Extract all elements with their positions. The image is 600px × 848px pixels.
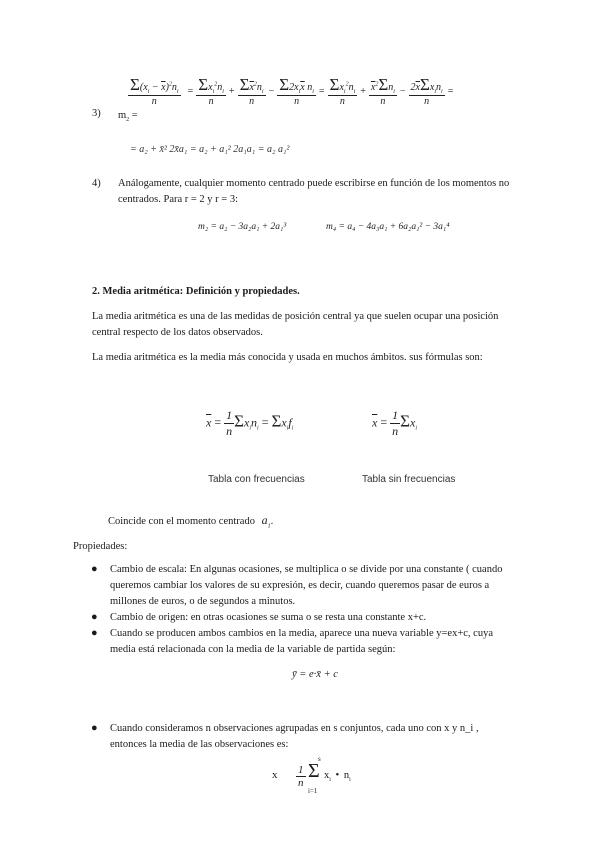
a1-subscript: 1 (267, 523, 271, 530)
propiedades-text: Propiedades: (73, 541, 128, 552)
grouped-factor-sub: i (349, 777, 351, 784)
item3-number: 3) (92, 108, 101, 119)
section-heading-text: 2. Media aritmética: Definición y propiedades. (92, 286, 300, 297)
grouped-body-sub: i (329, 777, 331, 784)
mean-without-frequencies-formula: $\overline{x}$ = $\frac{1}{n}$ $\Sigma x_i$ (372, 408, 418, 438)
m2-subscript: 2 (126, 117, 130, 124)
caption-right-text: Tabla sin frecuencias (362, 474, 456, 485)
bullet1-text-3: millones de euros, o de segundos a minutos. (110, 596, 296, 607)
one-over-n-b (390, 408, 400, 439)
frac-term-1-den: n (151, 96, 157, 107)
m2-symbol (118, 110, 138, 123)
bullet1-line1 (110, 564, 502, 575)
frac-term-7 (409, 76, 445, 107)
bullet4-line2 (110, 739, 288, 750)
frac-term-6-num: $\overline{x}^2\Sigma n_i$ (370, 75, 395, 95)
item4-text-2: centrados. Para r = 2 y r = 3: (118, 194, 239, 205)
bullet3-text-2: media está relacionada con la media de la variable de partida según: (110, 644, 396, 655)
para1-line1 (92, 311, 498, 322)
frac-term-6 (369, 76, 397, 107)
a1-letter: a (261, 513, 268, 527)
grouped-lhs-x: x (272, 769, 278, 781)
op-eq-3: = (447, 85, 454, 97)
bullet3-text-1: Cuando se producen ambos cambios en la media, aparece una nueva variable y=ex+c, cuya (110, 628, 493, 639)
grouped-frac-den: n (298, 777, 304, 789)
grouped-mean-sum-bottom (308, 787, 317, 795)
bullet3-line1 (110, 628, 493, 639)
one-b: 1 (392, 408, 399, 422)
bullet4-line1 (110, 723, 479, 734)
coincide-line (108, 513, 273, 529)
bullet-dot-2: ● (91, 611, 98, 623)
frac-term-3-num: $\Sigma\overline{x}^2n_i$ (239, 75, 264, 95)
bullet1-text-2: queremos cambiar los valores de su expresión, es decir, cuando queremos pasar de euros a (110, 580, 490, 591)
frac-term-5-num: $\Sigma x_i^2n_i$ (329, 75, 356, 95)
bullet1-line2 (110, 580, 489, 591)
m2-result-text: = a₂ + x̄² 2x̄a₁ = a₂ + a₁² 2a₁a₁ = a₂ a₁² (130, 144, 290, 155)
frac-term-7-den: n (424, 96, 430, 107)
frac-term-1 (128, 76, 181, 107)
n-b: n (392, 424, 399, 438)
bullet3-line2 (110, 644, 395, 655)
bullet1-line3 (110, 596, 295, 607)
bullet2-text-1: Cambio de origen: en otras ocasiones se suma o se resta una constante x+c. (110, 612, 427, 623)
coincide-period: . (270, 516, 274, 527)
m4-moment-formula (326, 222, 450, 232)
section-heading (92, 286, 300, 297)
sum-bottom-text: i=1 (308, 787, 318, 795)
bullet-dot-3: ● (91, 627, 98, 639)
coincide-text: Coincide con el momento centrado (108, 516, 255, 527)
grouped-mean-fraction (296, 764, 306, 789)
bullet2-line1 (110, 612, 426, 623)
frac-term-2 (196, 76, 226, 107)
frac-term-7-num: $2\overline{x}\Sigma x_in_i$ (410, 75, 443, 95)
sigma-a: Σ (234, 411, 245, 431)
propiedades-label (73, 541, 127, 552)
mean-with-frequencies-formula: $\overline{x}$ = $\frac{1}{n}$ $\Sigma x_in_i = \Sigma x_if_i$ (206, 408, 294, 438)
frac-term-6-den: n (380, 96, 386, 107)
para1-text-1: La media aritmética es una de las medidas de posición central ya que suelen ocupar una posición (92, 311, 499, 322)
bullet-dot-4: ● (91, 722, 98, 734)
op-eq-2: = (318, 85, 325, 97)
frac-term-4-num: $\Sigma 2x_i\overline{x}$ $n_i$ (279, 75, 314, 95)
grouped-frac (296, 764, 306, 789)
grouped-mean-body (324, 770, 351, 783)
ybar-formula (292, 669, 338, 680)
caption-left-text: Tabla con frecuencias (208, 474, 305, 485)
para2 (92, 352, 483, 363)
bullet1-text-1: Cambio de escala: En algunas ocasiones, se multiplica o se divide por una constante ( cuando (110, 564, 503, 575)
op-plus-1: + (228, 85, 235, 97)
ybar-formula-text: ȳ = e·x̄ + c (292, 669, 338, 680)
m2-eq: = (131, 110, 138, 121)
para2-text: La media aritmética es la media más conocida y usada en muchos ámbitos. sus fórmulas son: (92, 352, 483, 363)
grouped-mean-lhs (272, 769, 278, 781)
grouped-frac-num: 1 (298, 764, 304, 776)
xbar-1: $\overline{x}$ (206, 415, 212, 430)
a1-symbol (261, 513, 271, 530)
para1-line2 (92, 327, 263, 338)
item4-number: 4) (92, 178, 101, 189)
frac-term-2-num: $\Sigma x_i^2n_i$ (198, 75, 224, 95)
bullet-dot-1: ● (91, 563, 98, 575)
item4-label (92, 178, 101, 189)
m2-result-line (130, 144, 289, 155)
frac-term-5 (328, 76, 358, 107)
bullet4-text-1: Cuando consideramos n observaciones agrupadas en s conjuntos, cada uno con x y n_i , (110, 723, 479, 734)
frac-term-4 (277, 76, 316, 107)
one-a: 1 (226, 408, 233, 422)
formula-right-text: m₄ = a₄ − 4a₃a₁ + 6a₂a₁² − 3a₁⁴ (326, 222, 450, 232)
item4-text-1: Análogamente, cualquier momento centrado puede escribirse en función de los momentos no (118, 178, 510, 189)
op-minus-1: − (268, 85, 275, 97)
n-a: n (226, 424, 233, 438)
eq-c: = (380, 415, 388, 430)
grouped-factor-n: n (343, 770, 350, 781)
eq-b: = (261, 415, 269, 430)
item3-label (92, 108, 101, 119)
sum-top-text: s (318, 755, 321, 763)
op-minus-2: − (399, 85, 406, 97)
xbar-2: $\overline{x}$ (372, 415, 378, 430)
one-over-n-a (224, 408, 234, 439)
m2-expansion (128, 76, 456, 107)
frac-term-5-den: n (339, 96, 345, 107)
sigma-b: Σ (271, 411, 282, 431)
m2-moment-formula (198, 222, 286, 232)
grouped-times: • (335, 770, 340, 781)
item4-text-line2 (118, 194, 238, 205)
bullet4-text-2: entonces la media de las observaciones es: (110, 739, 289, 750)
sigma-c: Σ (400, 411, 411, 431)
frac-term-2-den: n (208, 96, 214, 107)
op-plus-2: + (360, 85, 366, 97)
grouped-mean-sigma: Σ (308, 760, 320, 782)
grouped-body-x: x (324, 770, 330, 781)
frac-term-3-den: n (249, 96, 255, 107)
item4-text-line1 (118, 178, 509, 189)
caption-with-frequencies (208, 474, 305, 485)
para1-text-2: central respecto de los datos observados. (92, 327, 263, 338)
op-eq-1: = (187, 85, 194, 97)
eq-a: = (214, 415, 222, 430)
frac-term-3 (238, 76, 266, 107)
frac-term-1-num: $\Sigma(x_i - \overline{x})^2n_i$ (130, 75, 179, 95)
frac-term-4-den: n (294, 96, 300, 107)
m2-letter: m (118, 110, 127, 121)
formula-left-text: m₂ = a₂ − 3a₂a₁ + 2a₁³ (198, 222, 287, 232)
caption-without-frequencies (362, 474, 455, 485)
